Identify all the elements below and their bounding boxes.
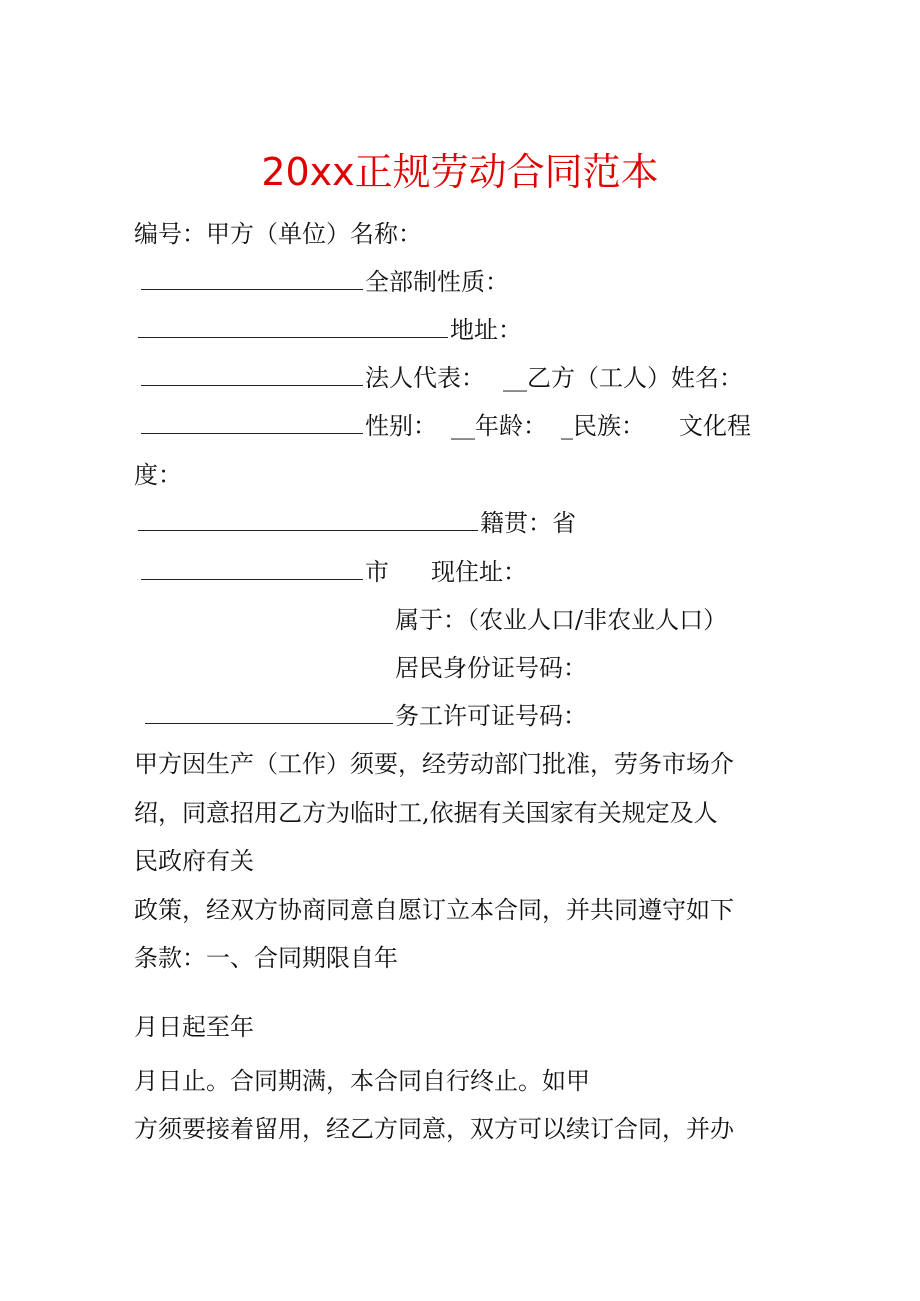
paragraph-line: 方须要接着留用，经乙方同意，双方可以续订合同，并办 xyxy=(134,1115,734,1143)
field-label: 市 xyxy=(365,558,389,586)
paragraph-line: 条款：一、合同期限自年 xyxy=(134,944,398,972)
paragraph-line: 月日止。合同期满，本合同自行终止。如甲 xyxy=(134,1067,590,1095)
paragraph-line: 民政府有关 xyxy=(134,847,254,875)
line-ownership-nature xyxy=(141,265,509,299)
field-label: 籍贯：省 xyxy=(480,509,576,537)
field-label: 现住址： xyxy=(431,558,527,586)
line-gender-age xyxy=(141,409,751,443)
blank-field[interactable] xyxy=(141,265,363,290)
field-label: 性别： xyxy=(365,412,437,440)
line-city-residence xyxy=(141,555,527,589)
line-native-place xyxy=(138,506,576,540)
field-label: _民族： xyxy=(561,412,645,440)
document-title: 20xx正规劳动合同范本 xyxy=(261,150,659,194)
paragraph-line: 月日起至年 xyxy=(134,1013,254,1041)
line-household-type: 属于：（农业人口/非农业人口） xyxy=(395,606,728,634)
blank-field[interactable] xyxy=(141,409,363,434)
line-party-a-name: 编号：甲方（单位）名称： xyxy=(134,220,422,248)
blank-field[interactable] xyxy=(141,555,363,580)
line-id-number: 居民身份证号码： xyxy=(395,654,587,682)
blank-field[interactable] xyxy=(141,361,363,386)
paragraph-line: 甲方因生产（工作）须要，经劳动部门批准，劳务市场介 xyxy=(134,750,734,778)
blank-field[interactable] xyxy=(145,699,393,724)
blank-field[interactable] xyxy=(138,506,478,531)
line-work-permit xyxy=(145,699,587,733)
field-label: __年龄： xyxy=(451,412,547,440)
field-label: 文化程 xyxy=(679,412,751,440)
line-education-cont: 度： xyxy=(134,461,182,489)
blank-field[interactable] xyxy=(138,313,448,338)
paragraph-line: 绍，同意招用乙方为临时工,依据有关国家有关规定及人 xyxy=(134,799,718,827)
field-label: 务工许可证号码： xyxy=(395,702,587,730)
field-label: 地址： xyxy=(450,316,522,344)
line-address xyxy=(138,313,522,347)
paragraph-line: 政策，经双方协商同意自愿订立本合同，并共同遵守如下 xyxy=(134,896,734,924)
field-label: __乙方（工人）姓名： xyxy=(503,364,743,392)
field-label: 法人代表： xyxy=(365,364,485,392)
field-label: 全部制性质： xyxy=(365,268,509,296)
line-legal-rep xyxy=(141,361,743,395)
